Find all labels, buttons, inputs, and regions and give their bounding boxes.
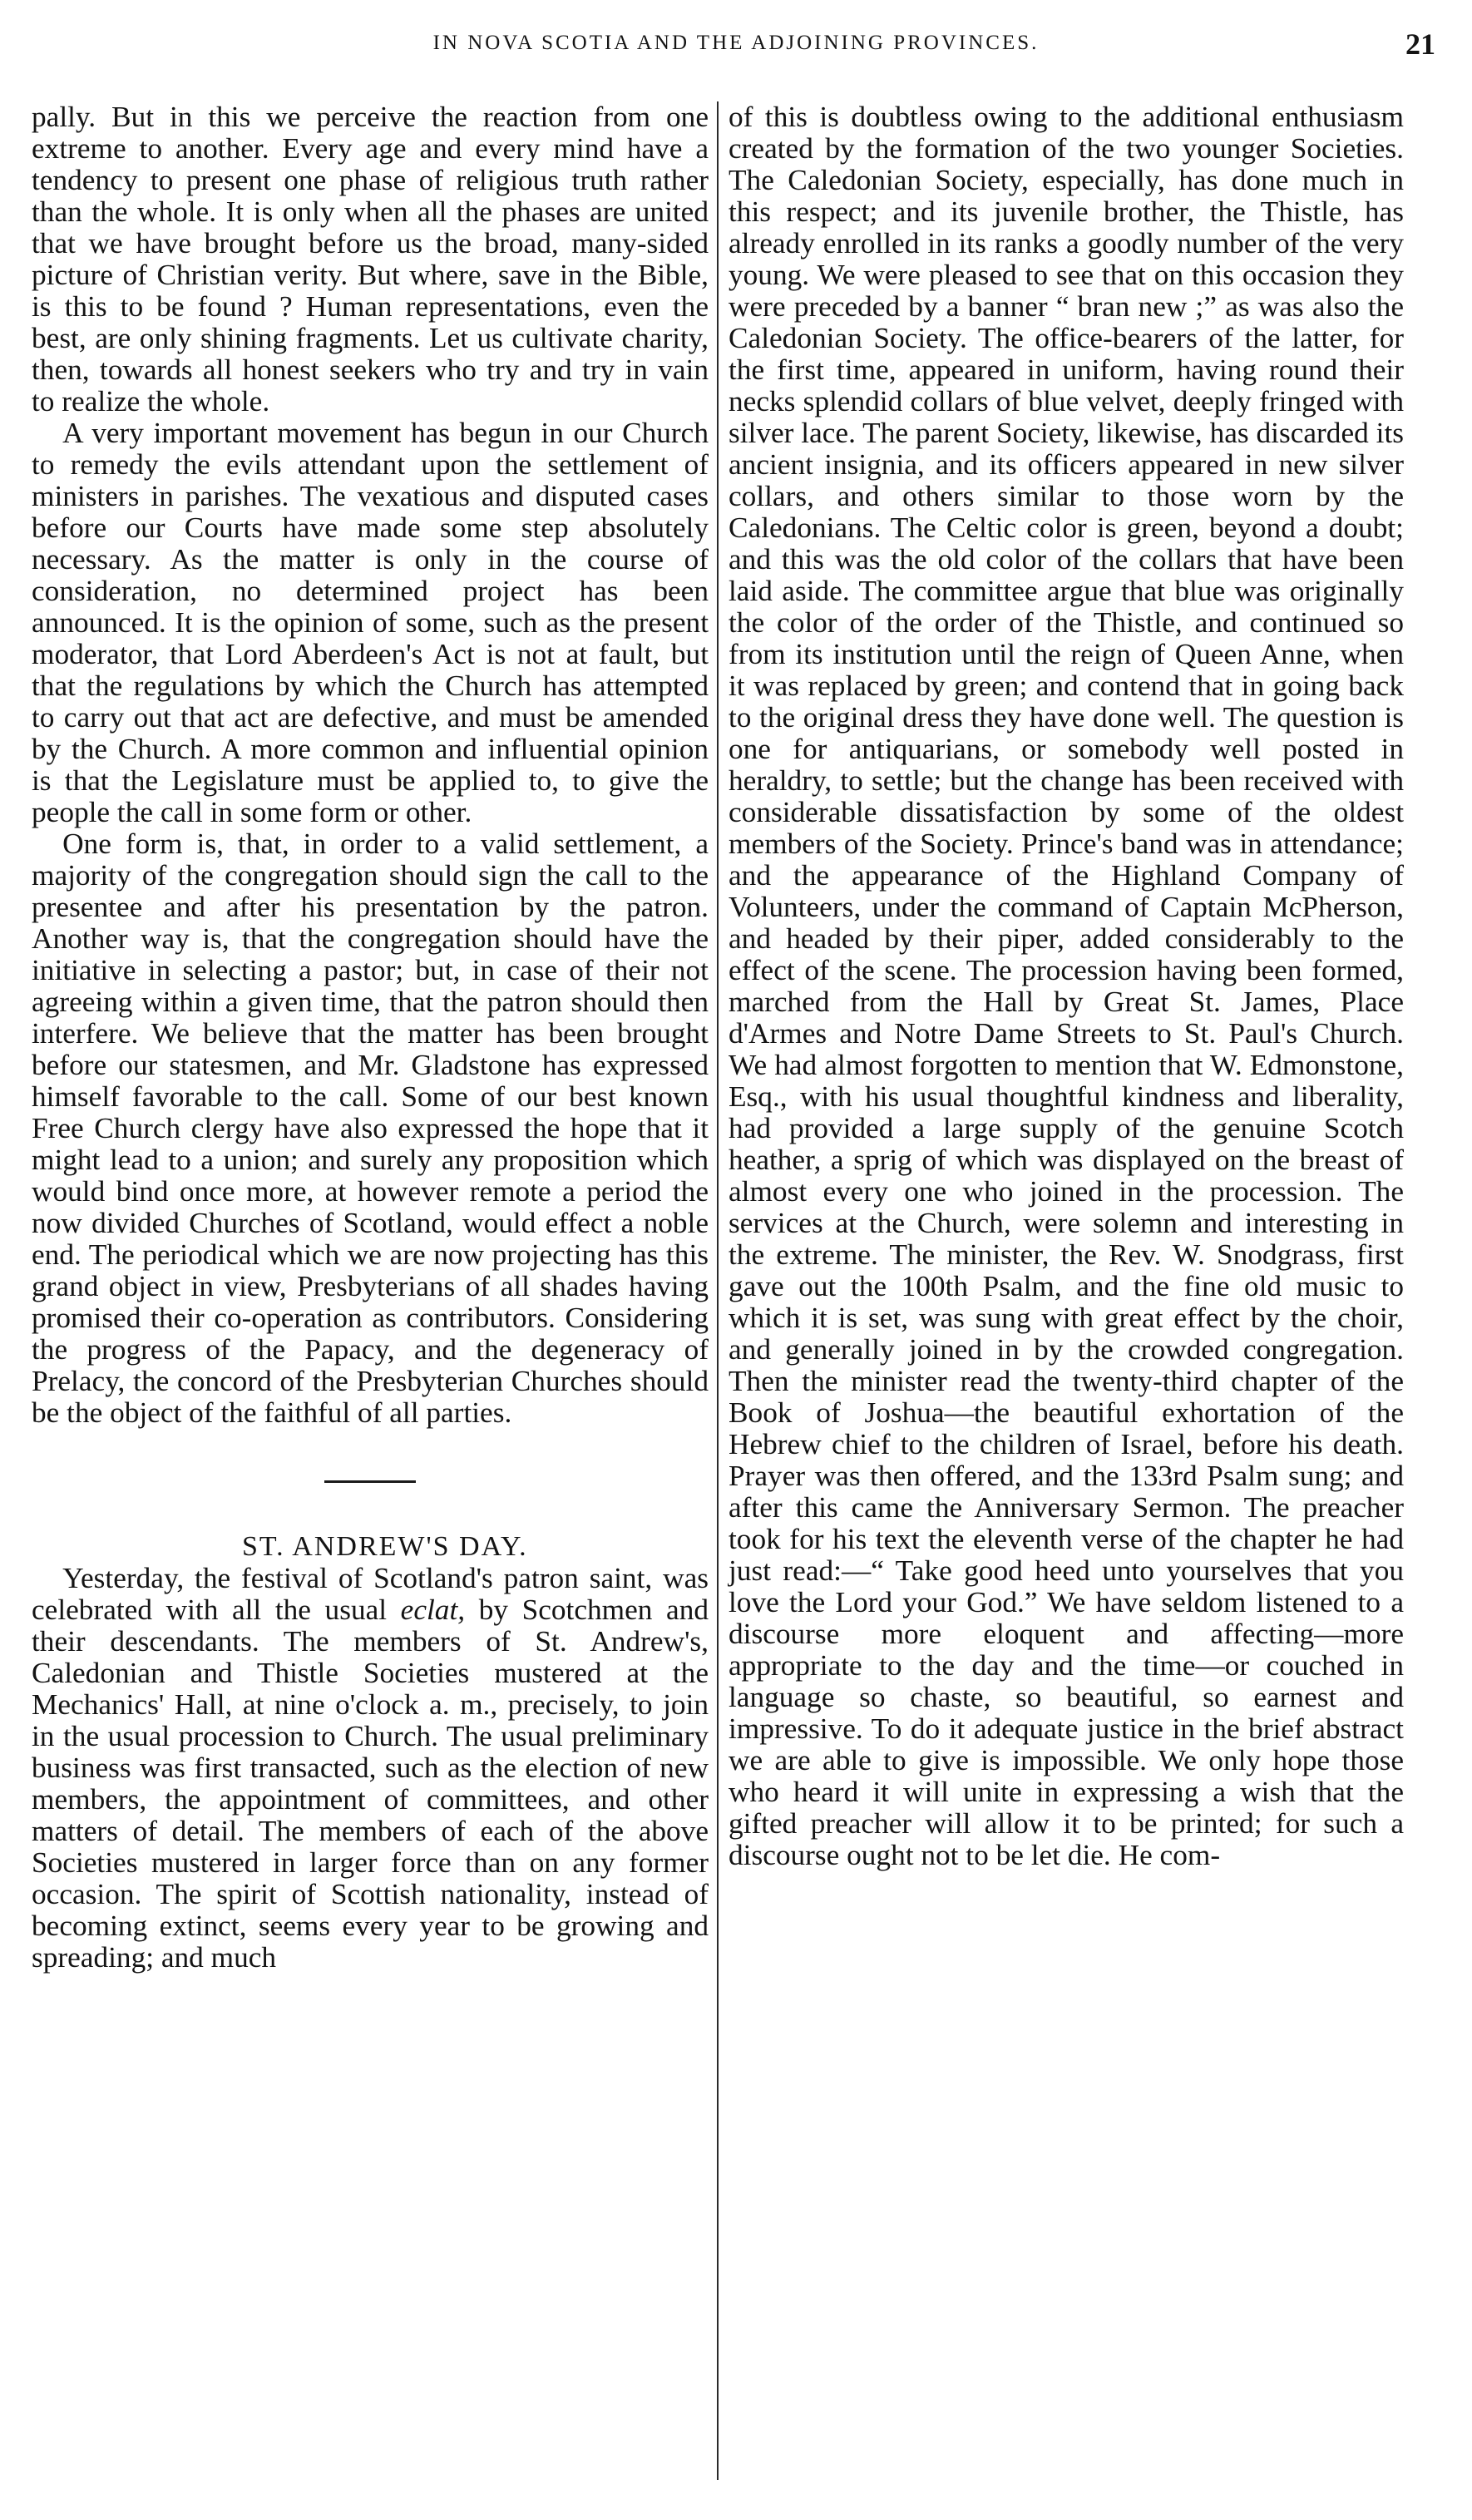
paragraph: of this is doubtless owing to the additional enthusiasm created by the formation of the two younger Societies. The Caledonian Society, especially, has done much in this respect; and its juvenile brother, the Thistle, has already enrolled in its ranks a goodly number of the very young. We were pleased to see that on this occasion they were preceded by a banner “ bran new ;” as was also the Caledonian Society. The office-bearers of the latter, for the first time, appeared in uniform, having round their necks splendid collars of blue velvet, deeply fringed with silver lace. The parent Society, likewise, has discarded its ancient insignia, and its officers appeared in new silver collars, and others similar to those worn by the Caledonians. The Celtic color is green, beyond a doubt; and this was the old color of the collars that have been laid aside. The committee argue that blue was originally the color of the order of the Thistle, and continued so from its institution until the reign of Queen Anne, when it was replaced by green; and contend that in going back to the original dress they have done well. The question is one for antiquarians, or somebody well posted in heraldry, to settle; but the change has been received with considerable dissatisfaction by some of the oldest members of the Society. Prince's band was in attendance; and the appearance of the Highland Company of Volunteers, under the command of Captain McPherson, and headed by their piper, added considerably to the effect of the scene. The procession having been formed, marched from the Hall by Great St. James, Place d'Armes and Notre Dame Streets to St. Paul's Church. We had almost forgotten to mention that W. Edmonstone, Esq., with his usual thoughtful kindness and liberality, had provided a large supply of the genuine Scotch heather, a sprig of which was displayed on the breast of almost every one who joined in the procession. The services at the Church, were solemn and interesting in the extreme. The minister, the Rev. W. Snodgrass, first gave out the 100th Psalm, and the fine old music to which it is set, was sung with great effect by the choir, and generally joined in by the crowded congregation. Then the minister read the twenty-third chapter of the Book of Joshua—the beautiful exhortation of the Hebrew chief to the children of Israel, before his death. Prayer was then offered, and the 133rd Psalm sung; and after this came the Anniversary Sermon. The preacher took for his text the eleventh verse of the chapter he had just read:—“ Take good heed unto yourselves that you love the Lord your God.” We have seldom listened to a discourse more eloquent and affecting—more appropriate to the day and the time—or couched in language so chaste, so beautiful, so earnest and impressive. To do it adequate justice in the brief abstract we are able to give is impossible. We only hope those who heard it will unite in expressing a wish that the gifted preacher will allow it to be printed; for such a discourse ought not to be let die. He com- xyxy=(729,101,1404,1871)
paragraph-text: by Scotchmen and their descendants. The members of St. Andrew's, Caledonian and Thistle Societies mustered at the Mechanics' Hall, at nine o'clock a. m., precisely, to join in the usual procession to Church. The usual preliminary business was first transacted, such as the election of new members, the appointment of committees, and other matters of detail. The members of each of the above Societies mustered in larger force than on any former occasion. The spirit of Scottish nationality, instead of becoming extinct, seems every year to be growing and spreading; and much xyxy=(32,1594,709,1974)
right-column xyxy=(729,101,1404,1871)
column-rule xyxy=(717,101,719,2480)
section-title: ST. ANDREW'S DAY. xyxy=(242,1531,528,1562)
paragraph: A very important movement has begun in our Church to remedy the evils attendant upon the settlement of ministers in parishes. The vexatious and disputed cases before our Courts have made some step absolutely necessary. As the matter is only in the course of consideration, no determined project has been announced. It is the opinion of some, such as the present moderator, that Lord Aberdeen's Act is not at fault, but that the regulations by which the Church has attempted to carry out that act are defective, and must be amended by the Church. A more common and influential opinion is that the Legislature must be applied to, to give the people the call in some form or other. xyxy=(32,417,709,828)
section-divider xyxy=(324,1480,416,1483)
italic-word: eclat, xyxy=(400,1594,466,1626)
running-head: IN NOVA SCOTIA AND THE ADJOINING PROVINCES. xyxy=(432,32,1040,54)
paragraph xyxy=(32,1563,709,1974)
paragraph: One form is, that, in order to a valid settlement, a majority of the congregation should sign the call to the presentee and after his presentation by the patron. Another way is, that the congregation should have the initiative in selecting a pastor; but, in case of their not agreeing within a given time, that the patron should then interfere. We believe that the matter has been brought before our statesmen, and Mr. Gladstone has expressed himself favorable to the call. Some of our best known Free Church clergy have also expressed the hope that it might lead to a union; and surely any proposition which would bind once more, at however remote a period the now divided Churches of Scotland, would effect a noble end. The periodical which we are now projecting has this grand object in view, Presbyterians of all shades having promised their co-operation as contributors. Considering the progress of the Papacy, and the degeneracy of Prelacy, the concord of the Presbyterian Churches should be the object of the faithful of all parties. xyxy=(32,828,709,1429)
paragraph-text: Yesterday, the festival of Scotland's patron saint, was celebrated with all the usual xyxy=(32,1562,709,1626)
left-column xyxy=(32,101,709,1974)
page-header xyxy=(25,27,1447,65)
paragraph: pally. But in this we perceive the reaction from one extreme to another. Every age and every mind have a tendency to present one phase of religious truth rather than the whole. It is only when all the phases are united that we have brought before us the broad, many-sided picture of Christian verity. But where, save in the Bible, is this to be found ? Human representations, even the best, are only shining fragments. Let us cultivate charity, then, towards all honest seekers who try and try in vain to realize the whole. xyxy=(32,101,709,418)
page-number: 21 xyxy=(1405,27,1435,61)
